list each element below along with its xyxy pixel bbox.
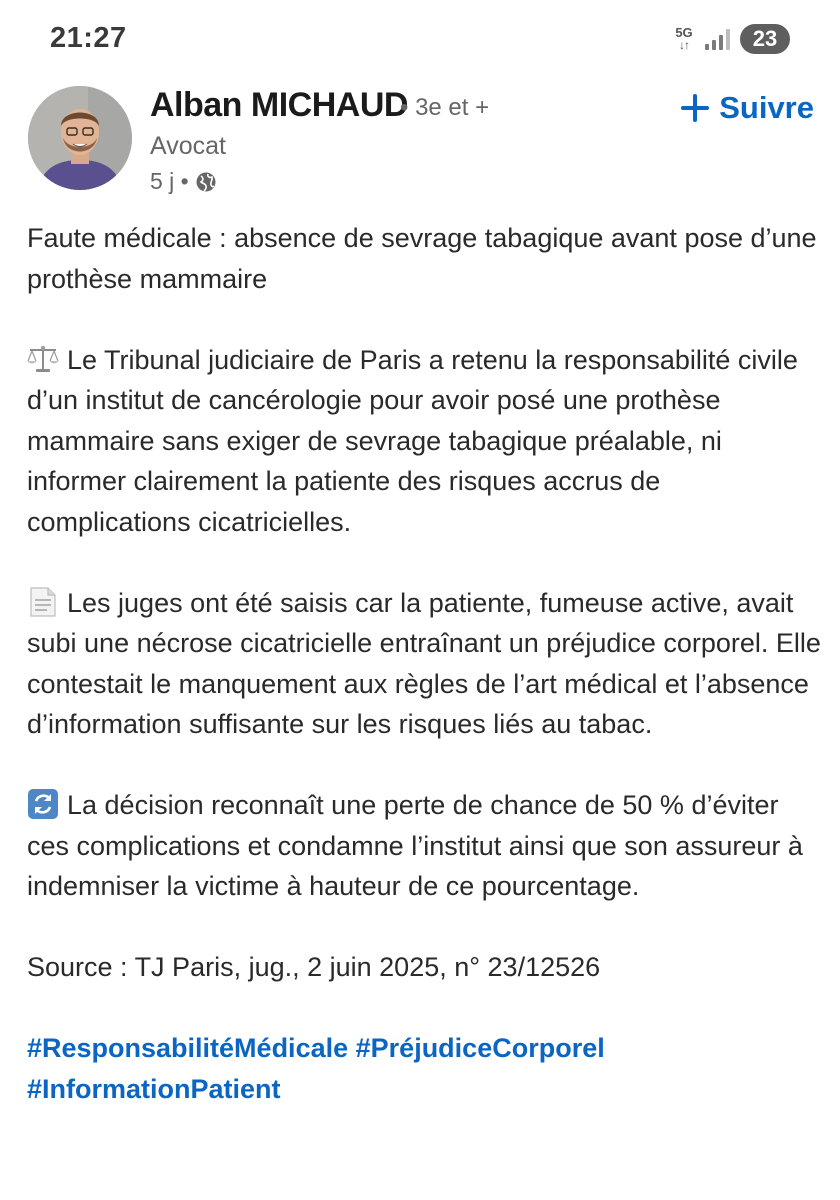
status-icons bbox=[673, 22, 790, 56]
paragraph-text: Les juges ont été saisis car la patiente, fumeuse active, avait subi une nécrose cicatricielle entraînant un préjudice corporel. Elle contestait le manquement aux règles de l’art médical et l’absence d’information suffisante sur les risques liés au tabac. bbox=[27, 587, 821, 739]
post-paragraph bbox=[27, 340, 827, 543]
globe-icon bbox=[195, 171, 217, 193]
document-icon bbox=[27, 587, 59, 617]
signal-icon bbox=[705, 28, 730, 50]
plus-icon bbox=[681, 94, 709, 122]
source-text: Source : TJ Paris, jug., 2 juin 2025, n° 23/12526 bbox=[27, 952, 601, 982]
follow-label: Suivre bbox=[719, 90, 814, 125]
status-time: 21:27 bbox=[50, 22, 127, 54]
author-name[interactable]: Alban MICHAUD bbox=[150, 86, 408, 124]
author-headline: Avocat bbox=[150, 132, 226, 160]
post-header bbox=[0, 82, 840, 202]
connection-degree: • 3e et + bbox=[400, 94, 490, 121]
refresh-icon bbox=[27, 789, 59, 819]
status-bar bbox=[0, 0, 840, 72]
post-paragraph bbox=[27, 583, 827, 745]
post-paragraph bbox=[27, 785, 827, 907]
post-paragraph-title bbox=[27, 218, 827, 299]
post-timestamp bbox=[150, 168, 217, 195]
avatar[interactable] bbox=[28, 86, 132, 190]
hashtag-list bbox=[27, 1028, 827, 1109]
network-5g-icon: 5G ↓↑ bbox=[673, 26, 695, 52]
battery-icon: 23 bbox=[740, 24, 790, 54]
post-body bbox=[27, 218, 827, 1109]
paragraph-text: La décision reconnaît une perte de chance de 50 % d’éviter ces complications et condamne l’institut ainsi que son assureur à indemniser la victime à hauteur de ce pourcentage. bbox=[27, 790, 803, 901]
paragraph-text: Le Tribunal judiciaire de Paris a retenu la responsabilité civile d’un institut de cancérologie pour avoir posé une prothèse mammaire sans exiger de sevrage tabagique préalable, ni informer clairement la patiente des risques accrus de complications cicatricielles. bbox=[27, 344, 798, 537]
post-source bbox=[27, 947, 827, 988]
hashtag-link[interactable]: #InformationPatient bbox=[27, 1073, 281, 1104]
hashtag-link[interactable]: #ResponsabilitéMédicale bbox=[27, 1033, 349, 1063]
paragraph-text: Faute médicale : absence de sevrage tabagique avant pose d’une prothèse mammaire bbox=[27, 223, 817, 294]
follow-button[interactable] bbox=[681, 90, 814, 126]
network-type: 5G bbox=[675, 25, 693, 40]
post-age: 5 j • bbox=[150, 168, 189, 194]
hashtag-link[interactable]: #PréjudiceCorporel bbox=[355, 1033, 605, 1063]
scales-icon bbox=[27, 344, 59, 374]
